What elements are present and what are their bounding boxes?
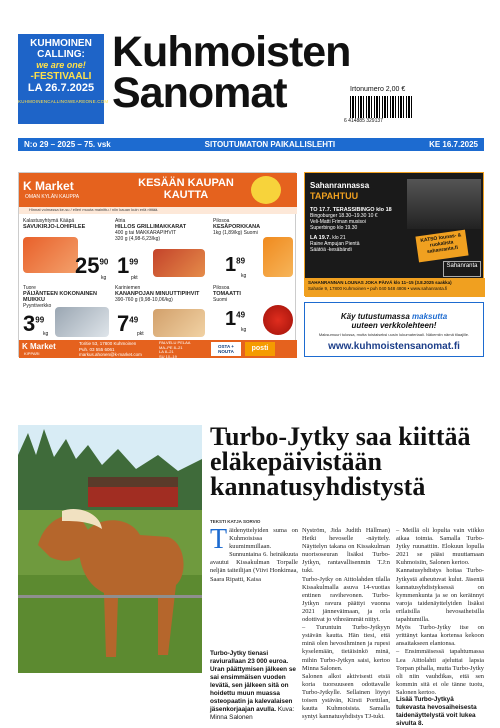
festival-ad-line4: -FESTIVAALI — [30, 71, 92, 82]
title-line1: Kuhmoisten — [112, 28, 351, 76]
unit-carrot: kg — [241, 273, 247, 279]
online-paper-promo[interactable] — [304, 302, 484, 357]
event-2: LA 19.7. klo 21 Raine Ampujan Pientä Säätöä -kesäbändi — [310, 235, 360, 253]
posti-logo: posti — [245, 342, 275, 356]
event-1: TO 17.7. TERASSIBINGO klo 18 Bingoburger 18.30–19.30 10 € Veli-Matti Friman musisoi Superbingo klo 19.30 — [310, 207, 392, 231]
unit-chicken: pkt — [137, 331, 144, 337]
product-sausages: Atria HILLOS GRILLIMAKKARAT 400 g tai MAKKARAPIHVIT 320 g (4,98-6,23/kg) — [115, 218, 187, 242]
product-carrot: Pilosoa KESÄPORKKANA 1kg (1,89/kg) Suomi — [213, 218, 261, 236]
price-chicken: $7^{49}$ — [117, 311, 139, 336]
festival-ad-date: LA 26.7.2025 — [27, 82, 95, 94]
article-headline: Turbo-Jytky saa kiittää eläkepäivistään kannatusyhdistystä — [210, 422, 471, 501]
unit-sausages: pkt — [131, 275, 138, 281]
festival-ad[interactable] — [18, 34, 109, 124]
issue-info-bar — [18, 138, 484, 151]
sahanranta-logo: Sahanranta — [443, 261, 481, 277]
promo-line2: uuteen verkkolehteen! — [351, 321, 437, 330]
kmarket-ad[interactable] — [18, 172, 296, 357]
product-chicken: Kariniemen KANANPOJAN MINUUTTIPIHVIT 390-760 g (9,98-10,06/kg) — [115, 285, 200, 303]
festival-ad-line2: CALLING: — [37, 49, 85, 60]
issue-number: N:o 29 – 2025 – 75. vsk — [24, 140, 111, 149]
chicken-image — [153, 309, 205, 337]
unit-vendace: kg — [43, 331, 49, 337]
product-vendace: Tuore PÄIJÄNTEEN KOKONAINEN MUIKKU Pyyntiverkko — [23, 285, 97, 309]
kmarket-contact: Toritie 53, 17800 Kuhmoinen Puh. 03 555 6061 markus.ahonen@k-market.com — [79, 341, 142, 357]
vendace-image — [55, 307, 109, 337]
issue-date: KE 16.7.2025 — [429, 140, 478, 149]
kmarket-footer-sub: KIPPARI — [24, 351, 40, 356]
festival-ad-url: KUHMOINENCALLINGWEAREONE.COM — [18, 99, 109, 104]
horse-photo — [18, 425, 202, 673]
festival-ad-line1: KUHMOINEN — [30, 38, 92, 49]
promo-note: Maksumuuri tulossa, mutta toistaiseksi uusin lukumateriaali. Näkemiin nämä tilaajille. — [318, 332, 470, 337]
kmarket-badge — [251, 176, 281, 204]
product-tomato: Pilosoa TOMAATTI Suomi — [213, 285, 241, 303]
continue-reading: Lisää Turbo-Jytkyä tukevasta hevosaiheisesta taidenäyttelystä voit lukea sivulta 8. — [396, 696, 477, 727]
product-salmon: Kalastusyhtymä Kääpä SAVUKIRJO-LOHIFILEE — [23, 218, 86, 230]
price-sausages: $1^{99}$ — [117, 253, 139, 278]
kmarket-footer-logo: K Market — [22, 342, 56, 351]
kmarket-validity: Hinnat voimassa ke-su / elleri muuta mainittu / niin kauan kuin eriä riittää. — [19, 207, 297, 214]
unit-salmon: kg — [101, 275, 107, 281]
band-photo — [407, 179, 481, 229]
paper-slogan: SITOUTUMATON PAIKALLISLEHTI — [204, 140, 336, 149]
price-salmon: $25^{90}$ — [75, 253, 109, 278]
sahanranta-title1: Sahanrannassa — [310, 181, 370, 190]
kmarket-logo: K Market — [23, 179, 74, 193]
price-tomato: $1^{49}$ — [225, 308, 246, 330]
article-byline: TEKSTI KATJA SORVIO — [210, 519, 261, 524]
barcode — [350, 96, 412, 118]
drop-cap: T — [210, 524, 228, 555]
article-column-1 — [210, 524, 298, 584]
barcode-number: 6 414885 329137 — [344, 118, 383, 124]
katso-badge: KATSO lounas- & ruokalista sahanranta.fi — [415, 230, 468, 263]
salmon-image — [23, 237, 78, 273]
article-column-3: – Meillä oli lopulta vain viikko aikaa toimia. Samalla Turbo-Jytky ruunattiin. Elokuun lopulla 2021 se pääsi muuttamaan Kuhmoisiin, Salonen kertoo. Kannatusyhdistys hoitaa Turbo-Jytkystä aiheutuvat kulut. Jäseniä kannatusyhdistyksessä on kymmenkunta ja se on keräinnyt varoja taidenäyttelyiden lisäksi erilaisilla hevosaiheisilla tapahtumilla. Myös Turbo-Jytky itse on yrittänyt kantaa kortensa kekoon ansaitakseen elantonsa. – Ensimmäisessä tapahtumassa Lea Aittolahti ajeluttai lapsia Torpan pihalla, mutta Turbo-Jytky oli niin vauhdikas, että sen kommin sitä ei ole tänne tuotu, Salonen kertoo. — [396, 527, 484, 696]
sahanranta-title2: TAPAHTUU — [310, 191, 359, 201]
sausages-image — [153, 249, 205, 277]
tomato-image — [263, 305, 293, 335]
issue-price: Irtonumero 2,00 € — [350, 86, 406, 93]
article-column-2: Nyström, Jida Judith Hällman) Hetki hevoselle -näyttely. Näyttelyn takana on Kissakulman nuorisoseuran lisäksi Turbo-Jytkyn, rantavallisenmin T.J:n tuki. Turbo-Jytky on Aittolahden tilalla Kissakulmalla asuva 14-vuotias entinen ravihevonen. Turbo-Jytkyn ravura päättyi vuonna 2021 jänneväimaan, ja orla odottivat jo vihreämmät niityt. – Turuntuin Turbo-Jytkyyn ystävän kautta. Hän tiesi, että minä olen hevosihminen ja rupesi kyselemään, tietäisinkö minä, mihin Turbo-Jytkyn saisi, kertoo Minna Salonen. Salonen alkoi aktivisesti etsiä koria tuorsuuseen odottavalle Turbo-Jytkylle. Sellainen löytyi toisen ystävän, Kirsti Porttilan, kautta Kuhmoisista. Samalla syntyi kannatusyhdistys TJ-tuki. — [302, 527, 390, 721]
photo-caption-text: Turbo-Jytky tienasi raviurallaan 23 000 euroa. Uran päättymisen jälkeen se sai ensimmäisen vuoden levätä, sen jälkeen sitä on hoidettu muun muassa osteopaatin ja kalevalaisen jäsenkorjaajan avulla. Kuva: Minna Salonen — [210, 650, 296, 721]
newspaper-title — [112, 28, 351, 117]
kmarket-slogan: OMAN KYLÄN KAUPPA — [25, 194, 80, 200]
price-carrot: $1^{89}$ — [225, 254, 246, 276]
sahanranta-ad[interactable] — [304, 172, 484, 296]
osta-nouta-logo: OSTA + NOUTA — [211, 342, 241, 356]
sahanranta-footer: SAHANRANNAN LOUNAS JOKA PÄIVÄ klo 11–15 (3.8.2025 saakka) Sahatie 9, 17800 Kuhmoinen • puh 040 548 4806 • www.sahanranta.fi — [305, 278, 485, 297]
kmarket-hours: PALVELU PELAA MA–PE 8–21 LA 8–21 SU 10–19 — [159, 340, 191, 359]
price-vendace: $3^{99}$ — [23, 311, 45, 336]
promo-line1: Käy tutustumassa maksutta — [340, 312, 448, 321]
article-text-1: äidenyttelyiden suma on Kuhmoisissa kuumimmillaan. Sunnuntaina 6. heinäkuuta avautui Kissakulman Torpalle neljän taiteilijan (Viivi Honkimaa, Saara Ripatti, Kaisa — [210, 527, 298, 583]
unit-tomato: kg — [241, 327, 247, 333]
carrot-image — [263, 237, 293, 277]
kmarket-headline: KESÄÄN KAUPAN KAUTTA — [138, 177, 234, 201]
kmarket-footer — [19, 340, 297, 358]
horse-photo-illustration — [18, 425, 202, 673]
promo-url-link[interactable]: www.kuhmoistensanomat.fi — [328, 341, 460, 352]
title-line2: Sanomat — [112, 69, 287, 117]
festival-ad-line3: we are one! — [36, 60, 86, 70]
